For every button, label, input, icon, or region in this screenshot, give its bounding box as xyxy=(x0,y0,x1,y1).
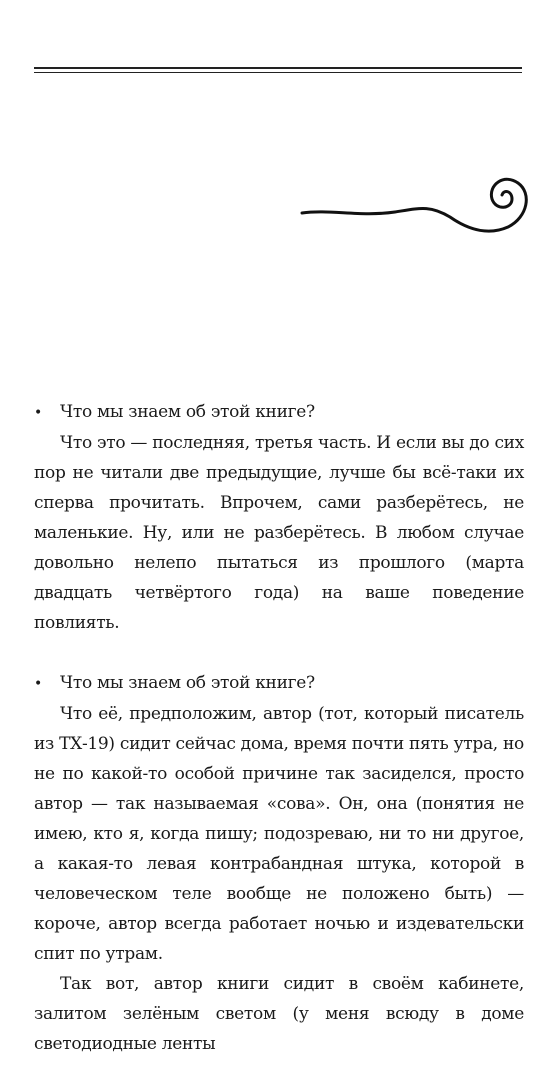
section-1 xyxy=(34,397,524,638)
bullet: • xyxy=(34,405,42,421)
question-text: Что мы знаем об этой книге? xyxy=(60,402,315,422)
header-rule-bottom xyxy=(34,72,522,73)
question-line xyxy=(34,397,524,428)
bullet: • xyxy=(34,676,42,692)
section-2 xyxy=(34,668,524,1059)
header-rule-top xyxy=(34,67,522,69)
paragraph: Что это — последняя, третья часть. И если вы до сих пор не читали две предыдущие, лучше бы всё-таки их сперва прочитать. Впрочем, сами разберётесь, не маленькие. Ну, или не разберётесь. В любом случае довольно нелепо пытаться из прошлого (марта двадцать четвёртого года) на ваше поведение повлиять. xyxy=(34,433,524,633)
paragraph: Что её, предположим, автор (тот, который писатель из ТХ-19) сидит сейчас дома, время почти пять утра, но не по какой-то особой причине так засиделся, просто автор — так называемая «сова». Он, она (понятия не имею, кто я, когда пишу; подозреваю, ни то ни другое, а какая-то левая контрабандная штука, которой в человеческом теле вообще не положено быть) — короче, автор всегда работает ночью и издевательски спит по утрам. xyxy=(34,704,524,964)
question-line xyxy=(34,668,524,699)
paragraph: Так вот, автор книги сидит в своём кабинете, залитом зелёным светом (у меня всюду в доме светодиодные ленты xyxy=(34,974,524,1054)
page-body xyxy=(34,397,524,1089)
question-text: Что мы знаем об этой книге? xyxy=(60,673,315,693)
swirl-ornament-icon xyxy=(300,165,540,255)
